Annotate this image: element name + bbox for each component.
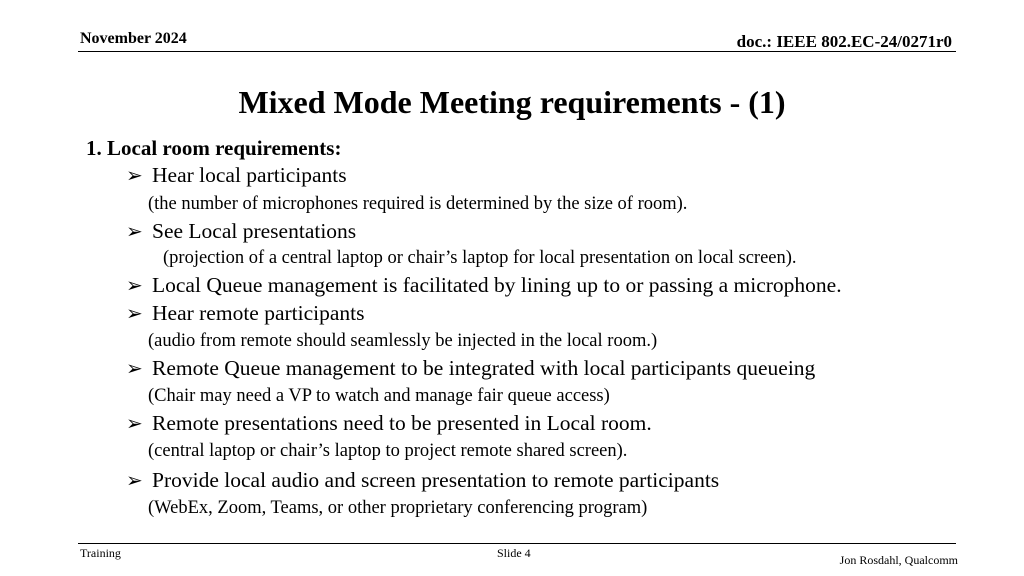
header-date: November 2024 [80, 30, 187, 47]
bullet-text: Local Queue management is facilitated by lining up to or passing a microphone. [152, 273, 842, 297]
bullet-item [126, 411, 652, 436]
arrow-bullet-icon: ➢ [126, 303, 143, 325]
bullet-item [126, 356, 815, 381]
header-doc-id: doc.: IEEE 802.EC-24/0271r0 [736, 32, 952, 51]
arrow-bullet-icon: ➢ [126, 165, 143, 187]
bullet-text: Remote presentations need to be presented in Local room. [152, 411, 652, 435]
arrow-bullet-icon: ➢ [126, 413, 143, 435]
bullet-item [126, 301, 365, 326]
slide-title: Mixed Mode Meeting requirements - (1) [238, 84, 786, 120]
bullet-subtext: (WebEx, Zoom, Teams, or other proprietary conferencing program) [148, 498, 648, 518]
bullet-text: Provide local audio and screen presentation to remote participants [152, 468, 720, 492]
bullet-subtext: (Chair may need a VP to watch and manage fair queue access) [148, 386, 610, 406]
footer-author: Jon Rosdahl, Qualcomm [839, 553, 958, 567]
bullet-subtext: (projection of a central laptop or chair’s laptop for local presentation on local screen). [163, 248, 797, 268]
section-heading: 1. Local room requirements: [86, 136, 342, 160]
bullet-text: Hear remote participants [152, 301, 365, 325]
bullet-subtext: (central laptop or chair’s laptop to project remote shared screen). [148, 441, 628, 461]
footer-left: Training [80, 546, 121, 560]
bullet-item [126, 273, 842, 298]
bullet-item [126, 163, 347, 188]
footer-divider [78, 543, 956, 544]
footer-slide-number: Slide 4 [497, 546, 531, 560]
header-divider [78, 51, 956, 52]
bullet-item [126, 219, 356, 244]
arrow-bullet-icon: ➢ [126, 221, 143, 243]
bullet-item [126, 468, 719, 493]
bullet-subtext: (audio from remote should seamlessly be injected in the local room.) [148, 331, 658, 351]
arrow-bullet-icon: ➢ [126, 275, 143, 297]
arrow-bullet-icon: ➢ [126, 358, 143, 380]
bullet-subtext: (the number of microphones required is determined by the size of room). [148, 194, 688, 214]
bullet-text: Remote Queue management to be integrated with local participants queueing [152, 356, 816, 380]
bullet-text: See Local presentations [152, 219, 357, 243]
bullet-text: Hear local participants [152, 163, 347, 187]
arrow-bullet-icon: ➢ [126, 470, 143, 492]
